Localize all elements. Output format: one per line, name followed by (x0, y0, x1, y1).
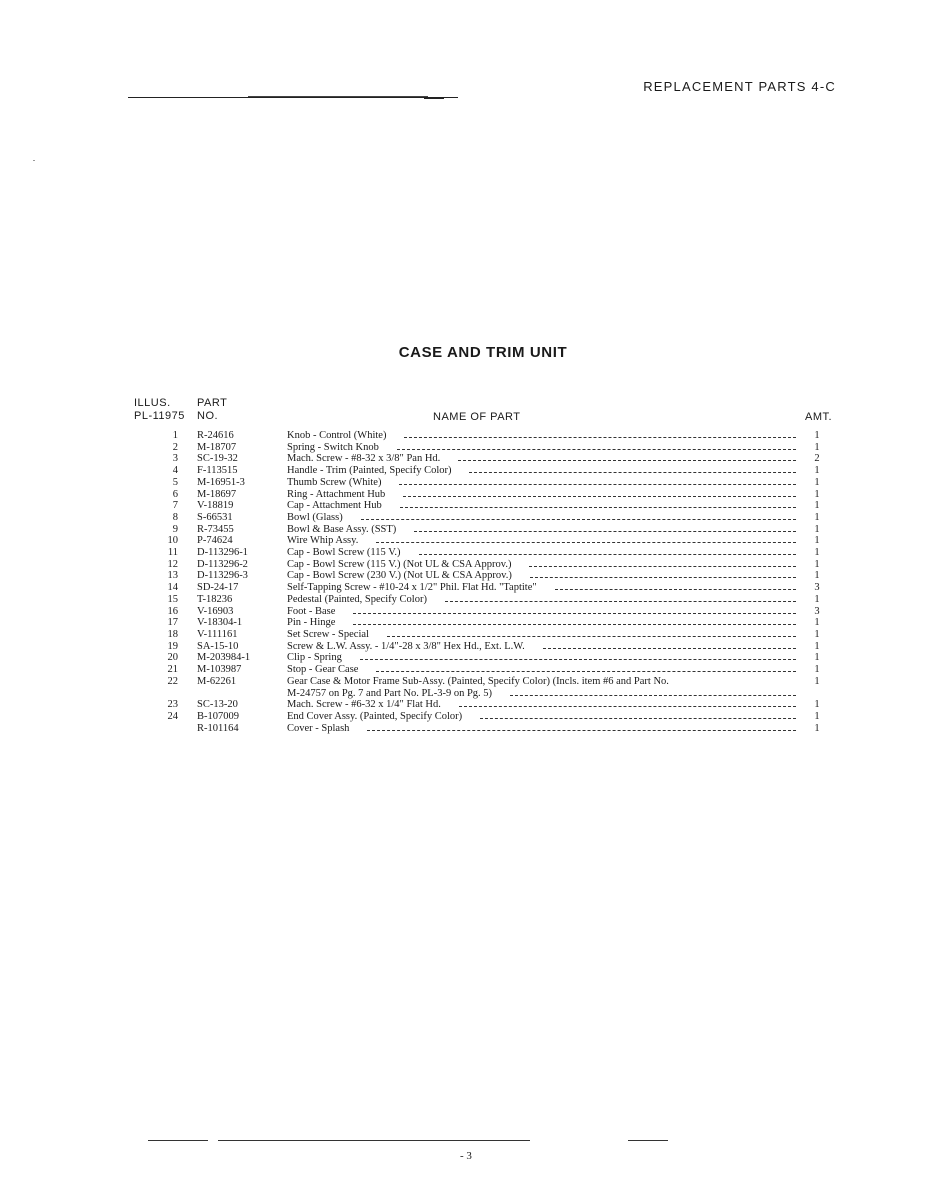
table-row (0, 477, 942, 489)
dot-leader (414, 531, 796, 532)
part-number: V-18304-1 (197, 617, 243, 629)
part-amount: 1 (814, 722, 820, 734)
dot-leader (555, 589, 796, 590)
table-row (0, 676, 942, 700)
part-name: Mach. Screw - #6-32 x 1/4" Flat Hd. (287, 699, 441, 711)
table-row (0, 570, 942, 582)
col-head-part-line1: PART (197, 397, 228, 409)
footer-rule (218, 1140, 530, 1141)
part-name: Pin - Hinge (287, 617, 336, 629)
table-row (0, 512, 942, 524)
table-row (0, 582, 942, 594)
part-number: F-113515 (197, 465, 238, 477)
illus-number: 10 (167, 535, 178, 547)
part-name: Bowl & Base Assy. (SST) (287, 523, 397, 535)
part-amount: 3 (814, 605, 820, 617)
part-name: Self-Tapping Screw - #10-24 x 1/2" Phil. Flat Hd. "Taptite" (287, 582, 537, 594)
table-row (0, 453, 942, 465)
table-row (0, 524, 942, 536)
part-number: M-203984-1 (197, 652, 251, 664)
part-number: R-24616 (197, 430, 234, 441)
part-name: Foot - Base (287, 605, 336, 617)
part-number: M-62261 (197, 675, 237, 687)
dot-leader (399, 484, 796, 485)
part-number: D-113296-1 (197, 547, 248, 558)
part-number: B-107009 (197, 710, 239, 722)
dot-leader (376, 671, 796, 672)
part-name-continued: M-24757 on Pg. 7 and Part No. PL-3-9 on Pg. 5) (287, 687, 493, 699)
dot-leader (387, 636, 796, 637)
part-number: R-73455 (197, 523, 234, 535)
part-number: SC-13-20 (197, 699, 238, 711)
illus-number: 5 (172, 476, 178, 488)
header-rule-segment (424, 98, 444, 99)
dot-leader (419, 554, 796, 555)
part-amount: 1 (814, 628, 820, 640)
dot-leader (353, 624, 796, 625)
part-amount: 1 (814, 652, 820, 664)
dot-leader (376, 542, 796, 543)
part-name: Set Screw - Special (287, 628, 369, 640)
part-amount: 1 (814, 500, 820, 512)
dot-leader (458, 460, 796, 461)
dot-leader (469, 472, 796, 473)
table-row (0, 723, 942, 735)
part-amount: 1 (814, 570, 820, 582)
table-row (0, 535, 942, 547)
part-amount: 1 (814, 523, 820, 535)
table-row (0, 664, 942, 676)
illus-number: 21 (167, 664, 178, 675)
table-row (0, 500, 942, 512)
part-name: Stop - Gear Case (287, 664, 359, 675)
col-head-illus-line2: PL-11975 (134, 410, 185, 422)
table-row (0, 547, 942, 559)
illus-number: 22 (167, 675, 178, 687)
table-row (0, 699, 942, 711)
table-row (0, 652, 942, 664)
table-row (0, 617, 942, 629)
part-amount: 1 (814, 664, 820, 675)
footer-rule (148, 1140, 208, 1141)
illus-number: 11 (167, 547, 178, 558)
illus-number: 20 (167, 652, 178, 664)
dot-leader (403, 496, 796, 497)
part-amount: 1 (814, 699, 820, 711)
part-name: Ring - Attachment Hub (287, 488, 386, 500)
part-amount: 1 (814, 617, 820, 629)
part-amount: 1 (814, 511, 820, 523)
illus-number: 15 (167, 593, 178, 605)
col-head-part-line2: NO. (197, 410, 219, 422)
dot-leader (360, 659, 796, 660)
dot-leader (353, 613, 796, 614)
part-number: D-113296-2 (197, 558, 248, 570)
part-name: Screw & L.W. Assy. - 1/4"-28 x 3/8" Hex Hd., Ext. L.W. (287, 640, 525, 652)
table-row (0, 629, 942, 641)
part-amount: 1 (814, 710, 820, 722)
part-number: SC-19-32 (197, 453, 238, 465)
col-head-illus-line1: ILLUS. (134, 397, 171, 409)
part-amount: 2 (814, 453, 820, 465)
part-number: M-103987 (197, 664, 242, 675)
illus-number: 19 (167, 640, 178, 652)
illus-number: 23 (167, 699, 178, 711)
part-name: Cap - Bowl Screw (115 V.) (Not UL & CSA Approv.) (287, 558, 512, 570)
part-name: Wire Whip Assy. (287, 535, 359, 547)
col-head-illus (134, 397, 185, 423)
illus-number: 24 (167, 710, 178, 722)
table-row (0, 641, 942, 653)
part-number: R-101164 (197, 722, 239, 734)
part-number: D-113296-3 (197, 570, 248, 582)
part-amount: 1 (814, 441, 820, 453)
part-name: Spring - Switch Knob (287, 441, 379, 453)
illus-number: 3 (172, 453, 178, 465)
part-number: M-16951-3 (197, 476, 245, 488)
part-amount: 1 (814, 465, 820, 477)
part-amount: 1 (814, 547, 820, 558)
part-amount: 1 (814, 430, 820, 441)
table-row (0, 430, 942, 442)
table-row (0, 442, 942, 454)
part-name: Cap - Bowl Screw (115 V.) (287, 547, 401, 558)
part-name: Pedestal (Painted, Specify Color) (287, 593, 427, 605)
part-name: End Cover Assy. (Painted, Specify Color) (287, 710, 463, 722)
part-number: M-18707 (197, 441, 237, 453)
part-number: P-74624 (197, 535, 233, 547)
part-number: V-111161 (197, 628, 238, 640)
dot-leader (404, 437, 796, 438)
part-name: Gear Case & Motor Frame Sub-Assy. (Painted, Specify Color) (Incls. item #6 and Part No. (287, 675, 669, 687)
illus-number: 12 (167, 558, 178, 570)
part-number: V-18819 (197, 500, 234, 512)
part-name: Bowl (Glass) (287, 511, 343, 523)
dot-leader (510, 695, 796, 696)
part-amount: 3 (814, 582, 820, 594)
part-number: T-18236 (197, 593, 233, 605)
part-name: Clip - Spring (287, 652, 342, 664)
part-number: V-16903 (197, 605, 234, 617)
table-row (0, 711, 942, 723)
dot-leader (480, 718, 796, 719)
illus-number: 18 (167, 628, 178, 640)
illus-number: 7 (172, 500, 178, 512)
dot-leader (543, 648, 796, 649)
dot-leader (459, 706, 796, 707)
table-row (0, 559, 942, 571)
part-name: Cover - Splash (287, 722, 350, 734)
illus-number: 9 (172, 523, 178, 535)
illus-number: 13 (167, 570, 178, 582)
illus-number: 14 (167, 582, 178, 594)
illus-number: 8 (172, 511, 178, 523)
part-amount: 1 (814, 675, 820, 687)
part-name: Cap - Attachment Hub (287, 500, 382, 512)
page-header-title: REPLACEMENT PARTS 4-C (643, 79, 836, 94)
part-number: SD-24-17 (197, 582, 239, 594)
illus-number: 1 (172, 430, 178, 441)
table-row (0, 465, 942, 477)
illus-number: 17 (167, 617, 178, 629)
dot-leader (400, 507, 796, 508)
dot-leader (529, 566, 796, 567)
illus-number: 4 (172, 465, 178, 477)
header-rule (128, 97, 458, 98)
part-name: Knob - Control (White) (287, 430, 387, 441)
dot-leader (445, 601, 796, 602)
part-amount: 1 (814, 488, 820, 500)
col-head-amt: AMT. (805, 411, 833, 423)
dot-leader (397, 449, 796, 450)
col-head-name: NAME OF PART (433, 411, 521, 423)
section-title: CASE AND TRIM UNIT (398, 344, 568, 361)
part-amount: 1 (814, 558, 820, 570)
illus-number: 6 (172, 488, 178, 500)
part-number: M-18697 (197, 488, 237, 500)
col-head-part (197, 397, 227, 423)
part-amount: 1 (814, 593, 820, 605)
header-rule-segment (248, 96, 428, 97)
part-amount: 1 (814, 640, 820, 652)
part-name: Mach. Screw - #8-32 x 3/8" Pan Hd. (287, 453, 441, 465)
page-number: - 3 (460, 1150, 472, 1162)
part-number: S-66531 (197, 511, 233, 523)
part-amount: 1 (814, 535, 820, 547)
dot-leader (530, 577, 796, 578)
part-name: Handle - Trim (Painted, Specify Color) (287, 465, 452, 477)
part-number: SA-15-10 (197, 640, 239, 652)
illus-number: 16 (167, 605, 178, 617)
table-row (0, 489, 942, 501)
part-amount: 1 (814, 476, 820, 488)
dot-leader (361, 519, 796, 520)
table-row (0, 594, 942, 606)
illus-number: 2 (172, 441, 178, 453)
dot-leader (367, 730, 796, 731)
footer-rule (628, 1140, 668, 1141)
part-name: Thumb Screw (White) (287, 476, 382, 488)
part-name: Cap - Bowl Screw (230 V.) (Not UL & CSA Approv.) (287, 570, 512, 582)
table-row (0, 606, 942, 618)
scan-speck (33, 160, 35, 161)
